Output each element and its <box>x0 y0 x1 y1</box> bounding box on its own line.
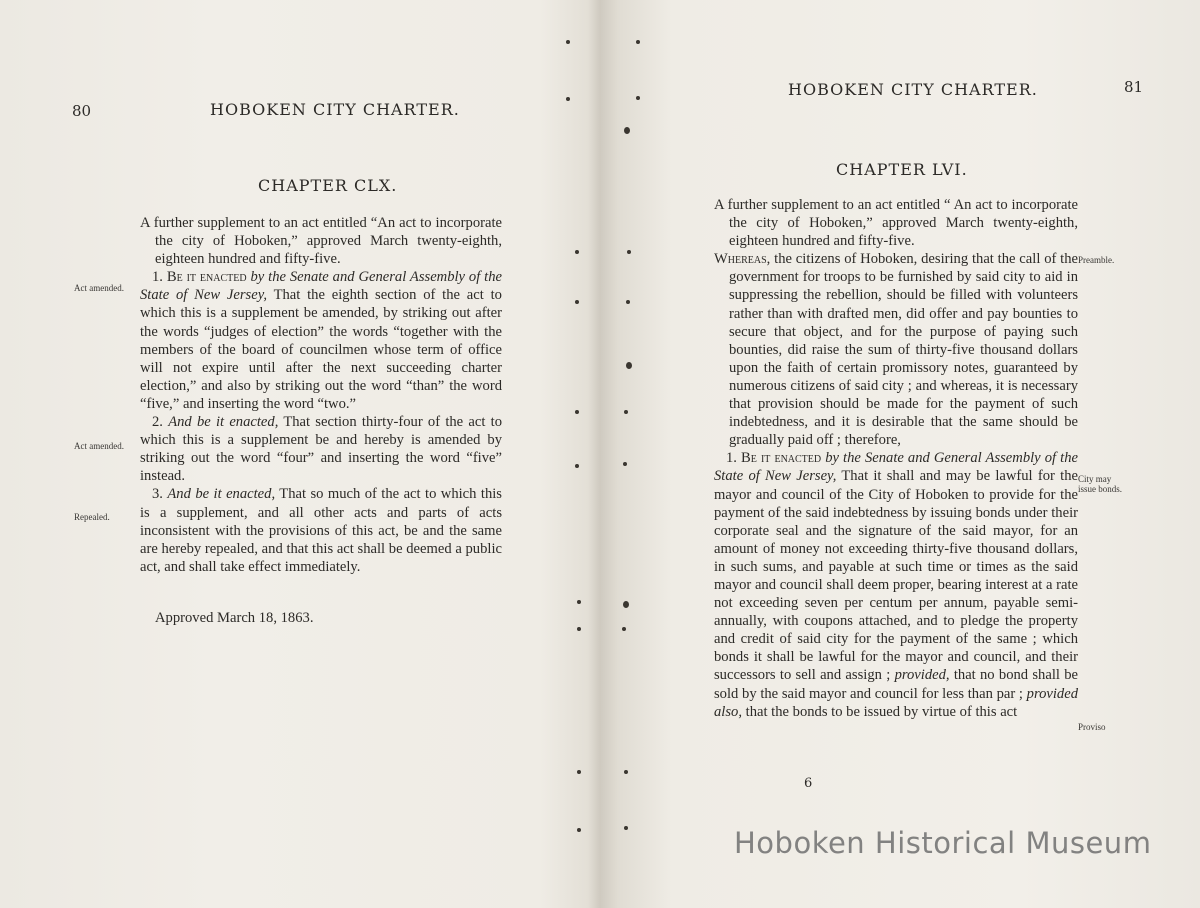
margin-note-proviso: Proviso <box>1078 722 1106 732</box>
stitch-hole <box>575 464 579 468</box>
stitch-hole <box>566 97 570 101</box>
stitch-hole <box>575 300 579 304</box>
stitch-hole <box>623 601 629 608</box>
right-chapter-title: CHAPTER LVI. <box>836 160 968 179</box>
stitch-hole <box>575 250 579 254</box>
stitch-hole <box>622 627 626 631</box>
stitch-hole <box>566 40 570 44</box>
stitch-hole <box>624 770 628 774</box>
right-running-head: HOBOKEN CITY CHARTER. <box>788 80 1038 99</box>
stitch-hole <box>575 410 579 414</box>
margin-note-repealed: Repealed. <box>74 512 110 522</box>
stitch-hole <box>627 250 631 254</box>
stitch-hole <box>624 410 628 414</box>
stitch-hole <box>624 127 630 134</box>
stitch-hole <box>623 462 627 466</box>
margin-note-act-amended-1: Act amended. <box>74 283 124 293</box>
stitch-hole <box>636 96 640 100</box>
right-preamble: Whereas, the citizens of Hoboken, desiring that the call of the government for troops to be furnished by said city to aid in suppressing the rebellion, should be filled with volunteers rather than with drafted men, did offer and pay bounties to secure that object, and for the purpose of paying such bounties, did raise the sum of thirty-five thousand dollars upon the faith of certain promissory notes, guaranteed by numerous citizens of said city ; and whereas, it is necessary that provision should be made for the payment of such indebtedness, and it is desirable that the same should be gradually paid off ; therefore, <box>714 251 1078 449</box>
left-section-3: 3. And be it enacted, That so much of the act to which this is a supplement, and all other acts and parts of acts inconsistent with the provisions of this act, be and the same are hereby repealed, and that this act shall be deemed a public act, and shall take effect immediately. <box>140 486 502 575</box>
stitch-hole <box>577 828 581 832</box>
left-running-head: HOBOKEN CITY CHARTER. <box>210 100 460 119</box>
margin-note-act-amended-2: Act amended. <box>74 441 124 451</box>
left-body <box>140 214 502 576</box>
stitch-hole <box>577 600 581 604</box>
right-intro: A further supplement to an act entitled “ An act to incorporate the city of Hoboken,” approved March twenty-eighth, eighteen hundred and fifty-five. <box>714 197 1078 250</box>
left-page-number: 80 <box>72 102 92 120</box>
stitch-hole <box>626 362 632 369</box>
stitch-hole <box>577 627 581 631</box>
signature-mark: 6 <box>804 776 813 791</box>
right-page-number: 81 <box>1124 78 1144 96</box>
left-section-1: 1. Be it enacted by the Senate and General Assembly of the State of New Jersey, That the eighth section of the act to which this is a supplement be amended, by striking out after the words “judges of election” the words “together with the members of the board of councilmen whose term of office will not expire until after the next succeeding charter election,” and also by striking out the word “than” the word “five,” and inserting the word “two.” <box>140 269 502 412</box>
left-section-2: 2. And be it enacted, That section thirty-four of the act to which this is a supplement be and hereby is amended by striking out the word “four” and inserting the word “five” instead. <box>140 414 502 485</box>
right-page <box>604 0 1200 908</box>
margin-note-city-may-issue-bonds: City may issue bonds. <box>1078 474 1123 494</box>
left-intro: A further supplement to an act entitled “An act to incorporate the city of Hoboken,” approved March twenty-eighth, eighteen hundred and fifty-five. <box>140 215 502 268</box>
stitch-hole <box>624 826 628 830</box>
stitch-hole <box>636 40 640 44</box>
right-body <box>714 196 1078 721</box>
stitch-hole <box>577 770 581 774</box>
right-section-1: 1. Be it enacted by the Senate and General Assembly of the State of New Jersey, That it shall and may be lawful for the mayor and council of the City of Hoboken to provide for the payment of the said indebtedness by issuing bonds under their corporate seal and the signature of the said mayor, for an amount of money not exceeding thirty-five thousand dollars, in such sums, and payable at such time or times as the said mayor and council shall deem proper, bearing interest at a rate not exceeding seven per centum per annum, payable semi-annually, with coupons attached, and to pledge the property and credit of said city for the payment of the same ; which bonds it shall be lawful for the mayor and council, and their successors to sell and assign ; provided, that no bond shall be sold by the said mayor and council for less than par ; provided also, that the bonds to be issued by virtue of this act <box>714 450 1078 720</box>
margin-note-preamble: Preamble. <box>1078 255 1115 265</box>
stitch-hole <box>626 300 630 304</box>
museum-watermark: Hoboken Historical Museum <box>734 826 1152 860</box>
left-approved: Approved March 18, 1863. <box>155 610 314 626</box>
left-chapter-title: CHAPTER CLX. <box>258 176 398 195</box>
